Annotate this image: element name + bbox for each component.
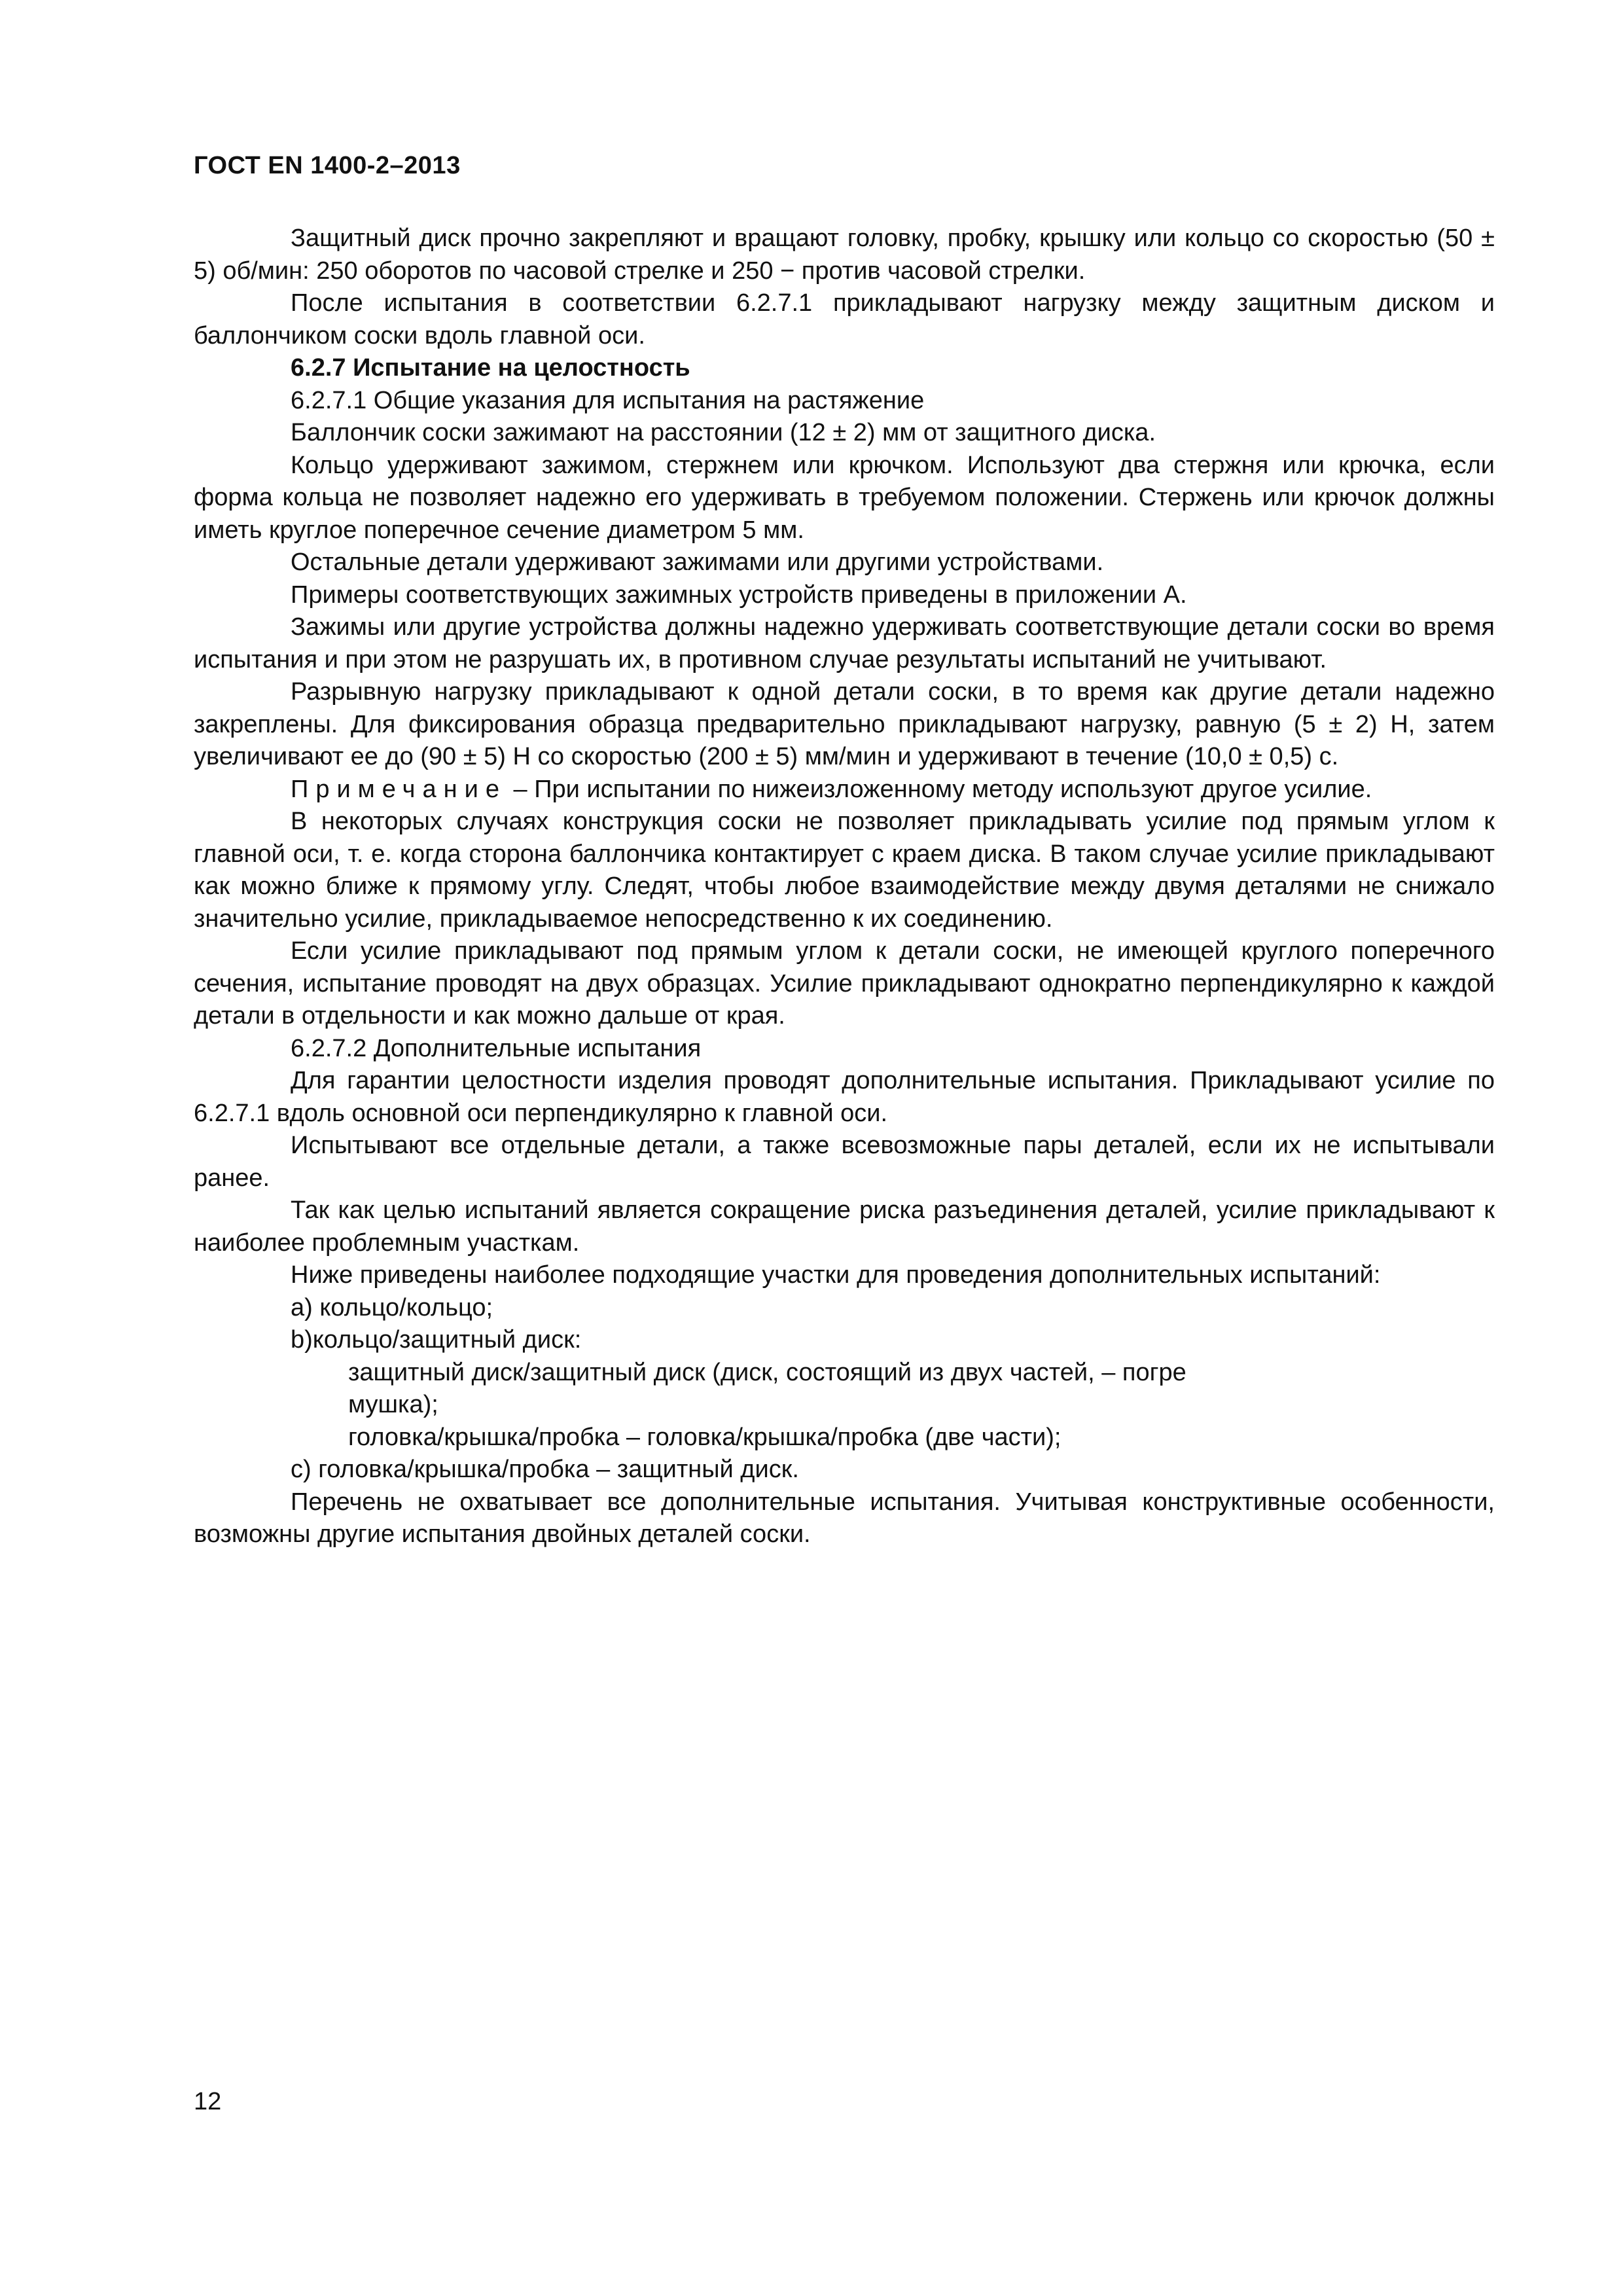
list-item-c: с) головка/крышка/пробка – защитный диск. bbox=[291, 1456, 799, 1483]
paragraph-clamp-examples: Примеры соответствующих зажимных устройств приведены в приложении А. bbox=[291, 581, 1187, 609]
paragraph-non-circular: Если усилие прикладывают под прямым углом к детали соски, не имеющей круглого поперечного сечения, испытание проводят на двух образцах. Усилие прикладывают однократно перпендикулярно к каждой детали в отдельности и как можно дальше от края. bbox=[194, 937, 1495, 1030]
paragraph-list-intro: Ниже приведены наиболее подходящие участки для проведения дополнительных испытаний: bbox=[291, 1261, 1381, 1289]
paragraph-clamps-requirements: Зажимы или другие устройства должны надежно удерживать соответствующие детали соски во время испытания и при этом не разрушать их, в противном случае результаты испытаний не учитывают. bbox=[194, 613, 1495, 673]
paragraph-rotation: Защитный диск прочно закрепляют и вращают головку, пробку, крышку или кольцо со скоростью (50 ± 5) об/мин: 250 оборотов по часовой стрелке и 250 − против часовой стрелки. bbox=[194, 224, 1495, 285]
note-paragraph bbox=[194, 774, 1495, 806]
document-header: ГОСТ EN 1400-2–2013 bbox=[194, 152, 461, 179]
paragraph-after-test: После испытания в соответствии 6.2.7.1 прикладывают нагрузку между защитным диском и баллончиком соски вдоль главной оси. bbox=[194, 289, 1495, 350]
subsection-heading-6-2-7-2: 6.2.7.2 Дополнительные испытания bbox=[291, 1034, 702, 1062]
paragraph-closing: Перечень не охватывает все дополнительные испытания. Учитывая конструктивные особенности, возможны другие испытания двойных деталей соски. bbox=[194, 1488, 1495, 1548]
paragraph-test-all-parts: Испытывают все отдельные детали, а также всевозможные пары деталей, если их не испытывали ранее. bbox=[194, 1132, 1495, 1192]
page-number: 12 bbox=[194, 2088, 222, 2115]
paragraph-balloon-clamp: Баллончик соски зажимают на расстоянии (12 ± 2) мм от защитного диска. bbox=[291, 419, 1156, 446]
paragraph-risk-reduction: Так как целью испытаний является сокращение риска разъединения деталей, усилие прикладывают к наиболее проблемным участкам. bbox=[194, 1196, 1495, 1257]
section-heading-6-2-7: 6.2.7 Испытание на целостность bbox=[291, 354, 690, 382]
list-subitem-b1: защитный диск/защитный диск (диск, состоящий из двух частей, – погре bbox=[348, 1358, 1186, 1386]
paragraph-ring-hold: Кольцо удерживают зажимом, стержнем или крючком. Используют два стержня или крючка, если форма кольца не позволяет надежно его удерживать в требуемом положении. Стержень или крючок должны иметь круглое поперечное сечение диаметром 5 мм. bbox=[194, 451, 1495, 544]
list-subitem-b2: головка/крышка/пробка – головка/крышка/пробка (две части); bbox=[348, 1423, 1061, 1451]
list-subitem-b1-continued: мушка); bbox=[348, 1391, 438, 1418]
document-body bbox=[194, 223, 1495, 1551]
subsection-heading-6-2-7-1: 6.2.7.1 Общие указания для испытания на растяжение bbox=[291, 386, 925, 414]
paragraph-integrity-guarantee: Для гарантии целостности изделия проводят дополнительные испытания. Прикладывают усилие по 6.2.7.1 вдоль основной оси перпендикулярно к главной оси. bbox=[194, 1067, 1495, 1127]
note-text: – При испытании по нижеизложенному методу используют другое усилие. bbox=[506, 775, 1372, 803]
note-label: Примечание bbox=[291, 775, 507, 803]
paragraph-right-angle: В некоторых случаях конструкция соски не позволяет прикладывать усилие под прямым углом к главной оси, т. е. когда сторона баллончика контактирует с краем диска. В таком случае усилие прикладывают как можно ближе к прямому углу. Следят, чтобы любое взаимодействие между двумя деталями не снижало значительно усилие, прикладываемое непосредственно к их соединению. bbox=[194, 808, 1495, 933]
paragraph-other-parts: Остальные детали удерживают зажимами или другими устройствами. bbox=[291, 548, 1104, 576]
list-item-a: а) кольцо/кольцо; bbox=[291, 1293, 493, 1321]
paragraph-breaking-load: Разрывную нагрузку прикладывают к одной детали соски, в то время как другие детали надежно закреплены. Для фиксирования образца предварительно прикладывают нагрузку, равную (5 ± 2) Н, затем увеличивают ее до (90 ± 5) Н со скоростью (200 ± 5) мм/мин и удерживают в течение (10,0 ± 0,5) с. bbox=[194, 678, 1495, 770]
list-item-b: b)кольцо/защитный диск: bbox=[291, 1326, 582, 1354]
